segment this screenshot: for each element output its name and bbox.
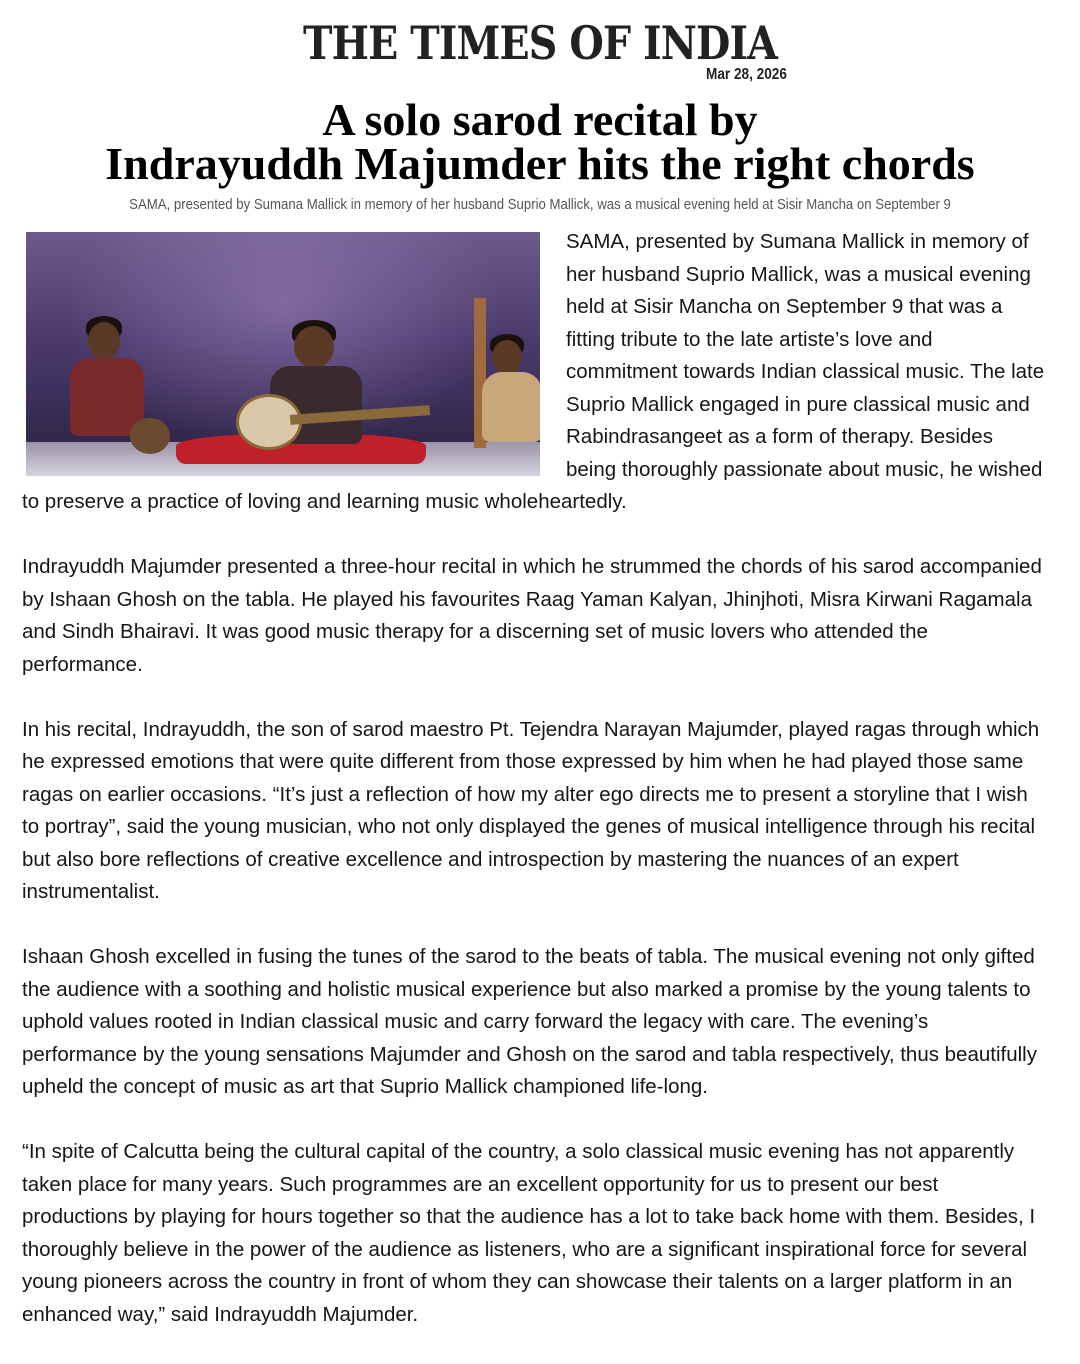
paragraph-4: Ishaan Ghosh excelled in fusing the tunes of the sarod to the beats of tabla. The musical evening not only gifted the audience with a soothing and holistic musical experience but also marked a promise by the young talents to uphold values rooted in Indian classical music and carry forward the legacy with care. The evening’s performance by the young sensations Majumder and Ghosh on the sarod and tabla respectively, thus beautifully upheld the concept of music as art that Suprio Mallick championed life-long. [22,945,1037,1098]
paragraph-5: “In spite of Calcutta being the cultural capital of the country, a solo classical music evening has not apparently taken place for many years. Such programmes are an excellent opportunity for us to present our best productions by playing for hours together so that the audience has a lot to take back home with them. Besides, I thoroughly believe in the power of the audience as listeners, who are a significant inspirational force for several young pioneers across the country in front of whom they can showcase their talents on a larger platform in an enhanced way,” said Indrayuddh Majumder. [22,1140,1036,1326]
subheadline: SAMA, presented by Sumana Mallick in memory of her husband Suprio Mallick, was a musical evening held at Sisir Mancha on September 9 [129,196,951,213]
headline [0,94,1080,189]
paragraph-1: SAMA, presented by Sumana Mallick in memory of her husband Suprio Mallick, was a musical evening held at Sisir Mancha on September 9 that was a fitting tribute to the late artiste’s love and commitment towards Indian classical music. The late Suprio Mallick engaged in pure classical music and Rabindrasangeet as a form of therapy. Besides being thoroughly passionate about music, he wished to preserve a practice of loving and learning music wholeheartedly. [22,230,1045,513]
tabla-drums [130,418,170,454]
masthead-logo: THE TIMES OF INDIA [303,16,777,70]
tabla-player-figure [54,316,174,466]
sarod-player-figure [236,316,406,466]
publication-date: Mar 28, 2026 [706,66,787,83]
concert-photo [26,232,540,476]
paragraph-2: Indrayuddh Majumder presented a three-hour recital in which he strummed the chords of his sarod accompanied by Ishaan Ghosh on the tabla. He played his favourites Raag Yaman Kalyan, Jhinjhoti, Misra Kirwani Ragamala and Sindh Bhairavi. It was good music therapy for a discerning set of music lovers who attended the performance. [22,555,1042,676]
headline-line-2: Indrayuddh Majumder hits the right chords [105,138,975,189]
paragraph-3: In his recital, Indrayuddh, the son of sarod maestro Pt. Tejendra Narayan Majumder, played ragas through which he expressed emotions that were quite different from those expressed by him when he had played those same ragas on earlier occasions. “It’s just a reflection of how my alter ego directs me to present a storyline that I wish to portray”, said the young musician, who not only displayed the genes of musical intelligence through his recital but also bore reflections of creative excellence and introspection by mastering the nuances of an expert instrumentalist. [22,717,1040,903]
article-body [22,226,1048,1364]
tanpura-player-figure [436,328,540,468]
headline-line-1: A solo sarod recital by [322,94,758,145]
